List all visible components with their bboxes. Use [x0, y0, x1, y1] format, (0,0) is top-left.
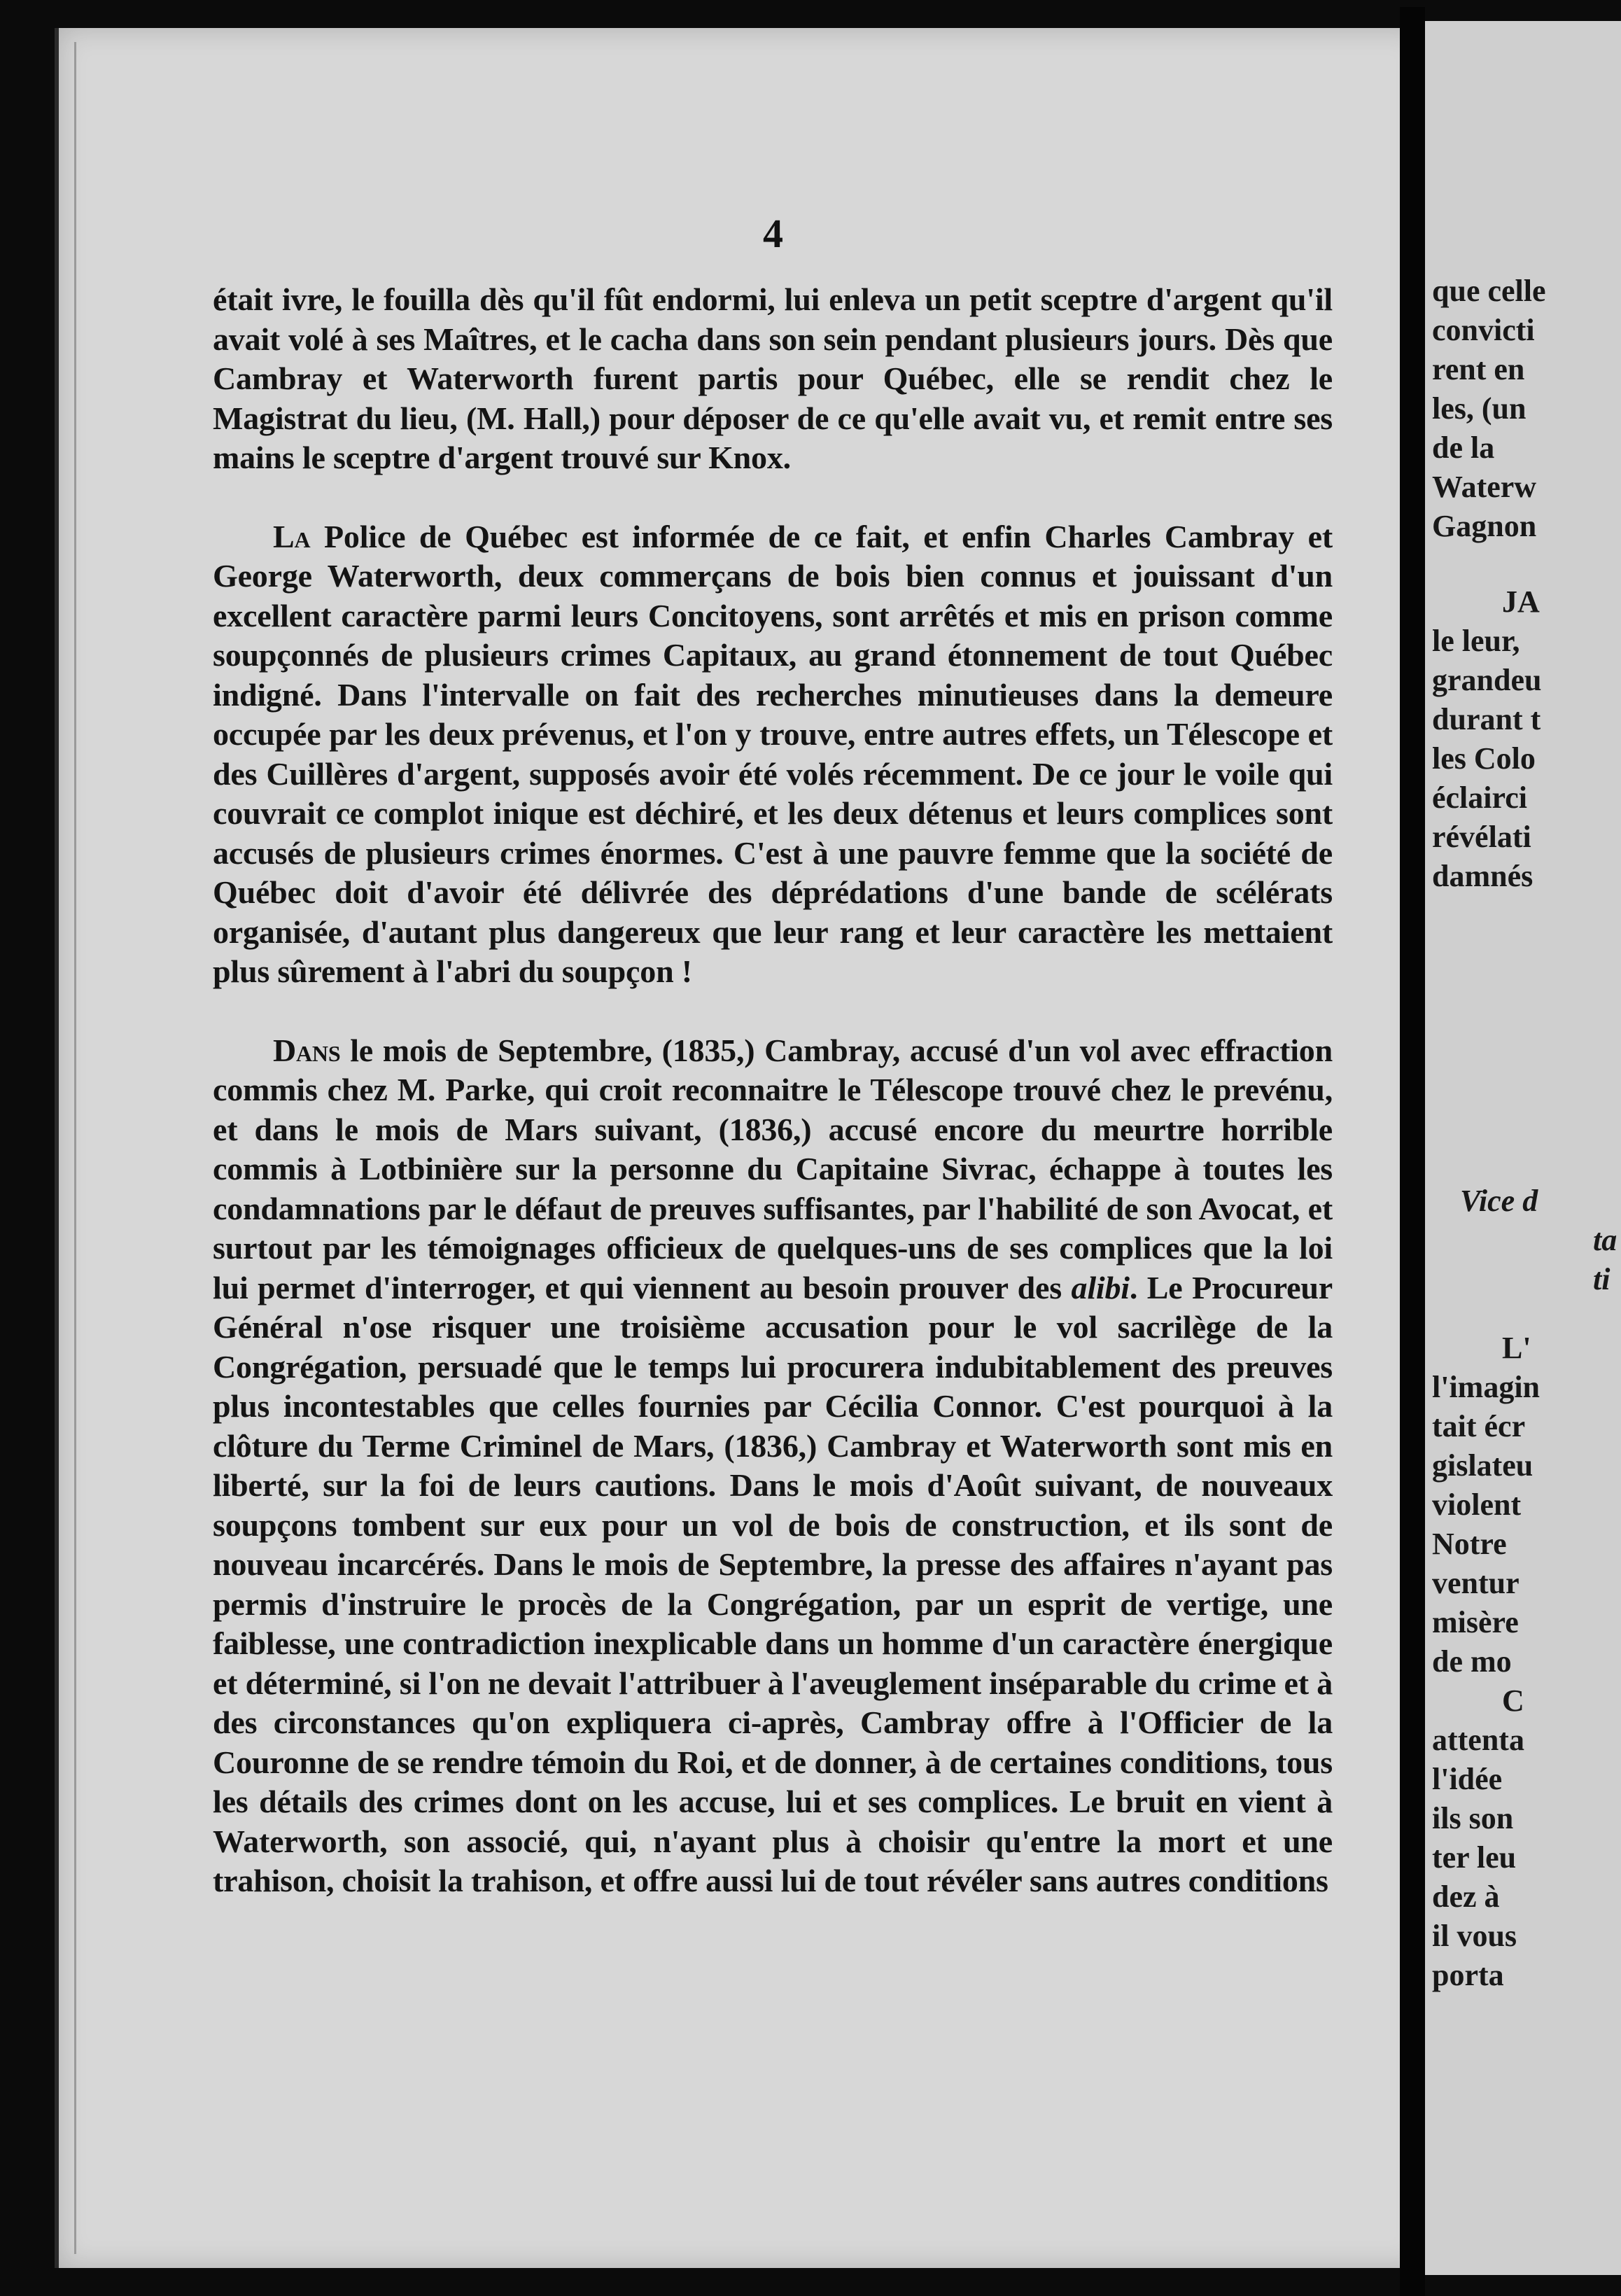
facing-page-fragment: Waterw — [1432, 470, 1537, 504]
book-gutter — [1400, 7, 1425, 2296]
paragraph-2-lead: La — [273, 518, 311, 554]
facing-page-fragment: ta — [1593, 1223, 1618, 1257]
facing-page-fragment: C — [1502, 1684, 1524, 1718]
paragraph-2-text: Police de Québec est informée de ce fait, et enfin Charles Cambray et George Waterworth, deux commerçans de bois bien connus et jouissant d'un excellent caractère parmi leurs Concitoyens, sont arrêtés et mis en prison comme soupçonnés de plusieurs crimes Capitaux, au grand étonnement de tout Québec indigné. Dans l'intervalle on fait des recherches minutieuses dans la demeure occupée par les deux prévenus, et l'on y trouve, entre autres effets, un Télescope et des Cuillères d'argent, supposés avoir été volés récemment. De ce jour le voile qui couvrait ce complot inique est déchiré, et les deux détenus et leurs complices sont accusés de plusieurs crimes énormes. C'est à une pauvre femme que la société de Québec doit d'avoir été délivrée des déprédations d'une bande de scélérats organisée, d'autant plus dangereux que leur rang et leur caractère les mettaient plus sûrement à l'abri du soupçon ! — [213, 518, 1333, 989]
facing-page-fragment: Vice d — [1460, 1184, 1538, 1218]
facing-page-fragment: l'imagin — [1432, 1370, 1541, 1404]
paragraph-3-italic: alibi — [1071, 1269, 1130, 1306]
page-number: 4 — [763, 211, 783, 256]
paragraph-3-text-b: . Le Procureur Général n'ose risquer une troisième accusation pour le vol sacrilège de la Congrégation, persuadé que le temps lui procurera indubitablement des preuves plus incontestables que celles fournies par Cécilia Connor. C'est pourquoi à la clôture du Terme Criminel de Mars, (1836,) Cambray et Waterworth sont mis en liberté, sur la foi de leurs cautions. Dans le mois d'Août suivant, de nouveaux soupçons tombent sur eux pour un vol de bois de construction, et ils sont de nouveau incarcérés. Dans le mois de Septembre, la presse des affaires n'ayant pas permis d'instruire le procès de la Congrégation, par un esprit de vertige, une faiblesse, une contradiction inexplicable dans un homme d'un caractère énergique et déterminé, si l'on ne devait l'attribuer à l'aveuglement inséparable du crime et à des circonstances qu'on expliquera ci-après, Cambray offre à l'Officier de la Couronne de se rendre témoin du Roi, et de donner, à de certaines conditions, tous les détails des crimes dont on les accuse, lui et ses complices. Le bruit en vient à Waterworth, son associé, qui, n'ayant plus à choisir qu'entre la mort et une trahison, choisit la trahison, et offre aussi lui de tout révéler sans autres conditions — [213, 1269, 1333, 1898]
facing-page-fragment: gislateu — [1432, 1448, 1534, 1483]
facing-page-fragment: les Colo — [1432, 741, 1536, 776]
facing-page-fragment: violent — [1432, 1488, 1522, 1522]
facing-page-fragment: de mo — [1432, 1644, 1512, 1679]
facing-page-fragment: Notre — [1432, 1527, 1507, 1561]
facing-page-fragment: le leur, — [1432, 624, 1520, 658]
facing-page-fragment: l'idée — [1432, 1762, 1503, 1796]
facing-page-fragment: misère — [1432, 1605, 1519, 1639]
facing-page-fragment: ti — [1593, 1262, 1611, 1296]
facing-page-fragment: attenta — [1432, 1723, 1524, 1757]
facing-page-fragment: grandeu — [1432, 663, 1542, 697]
facing-page-fragment: rent en — [1432, 352, 1525, 386]
body-text — [213, 280, 1333, 1901]
facing-page-fragment: Gagnon — [1432, 509, 1537, 543]
facing-page-fragment: les, (un — [1432, 391, 1527, 426]
paragraph-3-text-a: le mois de Septembre, (1835,) Cambray, accusé d'un vol avec effraction commis chez M. Parke, qui croit reconnaitre le Télescope trouvé chez le prevénu, et dans le mois de Mars suivant, (1836,) accusé encore du meurtre horrible commis à Lotbinière sur la personne du Capitaine Sivrac, échappe à toutes les condamnations par le défaut de preuves suffisantes, par l'habilité de son Avocat, et surtout par les témoignages officieux de quelques-uns de ses complices que la loi lui permet d'interroger, et qui viennent au besoin prouver des — [213, 1032, 1333, 1306]
facing-page-fragment: de la — [1432, 430, 1495, 465]
facing-page-fragment: porta — [1432, 1958, 1504, 1992]
facing-page-fragment: éclairci — [1432, 780, 1527, 815]
facing-page-fragment: damnés — [1432, 859, 1534, 893]
facing-page-fragment: ils son — [1432, 1801, 1514, 1835]
facing-page-fragment: dez à — [1432, 1879, 1500, 1914]
facing-page-fragment: JA — [1502, 584, 1540, 619]
facing-page-fragment: convicti — [1432, 313, 1535, 347]
facing-page-fragment: révélati — [1432, 820, 1531, 854]
paragraph-3-lead: Dans — [273, 1032, 341, 1068]
facing-page-fragment: il vous — [1432, 1919, 1517, 1953]
paragraph-1: était ivre, le fouilla dès qu'il fût endormi, lui enleva un petit sceptre d'argent qu'il avait volé à ses Maîtres, et le cacha dans son sein pendant plusieurs jours. Dès que Cambray et Waterworth furent partis pour Québec, elle se rendit chez le Magistrat du lieu, (M. Hall,) pour déposer de ce qu'elle avait vu, et remit entre ses mains le sceptre d'argent trouvé sur Knox. — [213, 281, 1333, 475]
facing-page-fragment: tait écr — [1432, 1409, 1526, 1443]
paragraph-2 — [213, 517, 1333, 992]
facing-page-fragment: ter leu — [1432, 1840, 1517, 1875]
paragraph-3 — [213, 1031, 1333, 1901]
facing-page-fragment: durant t — [1432, 702, 1541, 736]
facing-page-fragment: L' — [1502, 1331, 1531, 1365]
facing-page — [1425, 21, 1621, 2275]
facing-page-fragment: ventur — [1432, 1566, 1520, 1600]
page-edge-line — [74, 42, 76, 2254]
facing-page-fragment: que celle — [1432, 274, 1546, 308]
